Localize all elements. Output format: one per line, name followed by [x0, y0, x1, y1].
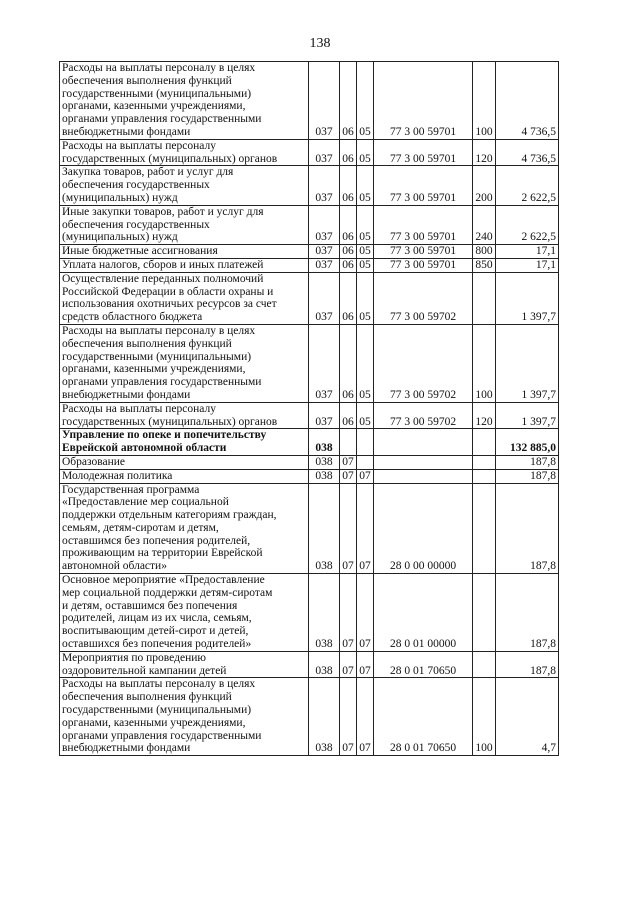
table-row [60, 483, 559, 574]
cell-subsection-code: 05 [357, 166, 374, 205]
item-name-line: Образование [62, 455, 126, 468]
cell-target-article-code [374, 469, 473, 483]
cell-expense-type-code: 120 [473, 139, 496, 166]
item-name-line: внебюджетными фондами [62, 742, 191, 755]
cell-section-code: 07 [340, 455, 357, 469]
cell-expense-type-code [473, 429, 496, 456]
cell-subsection-code: 05 [357, 402, 374, 429]
item-name-line: родителей, лицам из их числа, семьям, [62, 612, 252, 625]
cell-subsection-code: 07 [357, 678, 374, 756]
item-name-line: Осуществление переданных полномочий [62, 272, 264, 285]
cell-section-code [340, 429, 357, 456]
cell-amount: 187,8 [496, 651, 559, 678]
cell-target-article-code: 77 3 00 59701 [374, 258, 473, 272]
item-name-line: Расходы на выплаты персоналу в целях [62, 678, 256, 691]
item-name-line: Управление по опеке и попечительству [62, 429, 267, 442]
item-name-line: органами, казенными учреждениями, [62, 363, 246, 376]
item-name-line: внебюджетными фондами [62, 125, 191, 138]
cell-grbs-code: 038 [309, 651, 340, 678]
cell-section-code: 06 [340, 402, 357, 429]
cell-subsection-code [357, 429, 374, 456]
cell-target-article-code: 28 0 01 70650 [374, 678, 473, 756]
table-row [60, 651, 559, 678]
item-name-line: Иные бюджетные ассигнования [62, 245, 218, 258]
cell-expense-type-code [473, 455, 496, 469]
item-name-line: Иные закупки товаров, работ и услуг для [62, 205, 264, 218]
item-name-line: мер социальной поддержки детям-сиротам [62, 586, 273, 599]
cell-subsection-code: 07 [357, 574, 374, 652]
item-name-line: Российской Федерации в области охраны и [62, 285, 274, 298]
cell-target-article-code: 77 3 00 59701 [374, 166, 473, 205]
table-row [60, 258, 559, 272]
cell-amount: 17,1 [496, 258, 559, 272]
cell-expense-type-code: 240 [473, 205, 496, 244]
budget-table [59, 61, 559, 756]
page-number: 138 [309, 36, 331, 51]
item-name-line: семьям, детям-сиротам и детям, [62, 521, 219, 534]
cell-item-name [60, 324, 309, 402]
item-name-line: государственными (муниципальными) [62, 350, 252, 363]
cell-expense-type-code [473, 469, 496, 483]
cell-section-code: 07 [340, 469, 357, 483]
cell-item-name [60, 483, 309, 574]
cell-section-code: 06 [340, 139, 357, 166]
cell-item-name [60, 574, 309, 652]
cell-grbs-code: 037 [309, 139, 340, 166]
item-name-line: Молодежная политика [62, 469, 173, 482]
cell-amount: 4 736,5 [496, 139, 559, 166]
cell-subsection-code: 07 [357, 651, 374, 678]
cell-amount: 2 622,5 [496, 205, 559, 244]
cell-section-code: 07 [340, 574, 357, 652]
item-name-line: органами, казенными учреждениями, [62, 716, 246, 729]
cell-subsection-code: 05 [357, 324, 374, 402]
cell-expense-type-code: 100 [473, 678, 496, 756]
cell-subsection-code: 07 [357, 469, 374, 483]
cell-target-article-code: 77 3 00 59701 [374, 139, 473, 166]
cell-grbs-code: 037 [309, 402, 340, 429]
item-name-line: государственных (муниципальных) органов [62, 415, 278, 428]
item-name-line: обеспечения государственных [62, 179, 210, 192]
table-row [60, 324, 559, 402]
cell-item-name [60, 678, 309, 756]
item-name-line: органами управления государственными [62, 729, 262, 742]
cell-section-code: 07 [340, 483, 357, 574]
cell-item-name [60, 258, 309, 272]
cell-target-article-code: 28 0 01 70650 [374, 651, 473, 678]
table-row [60, 574, 559, 652]
item-name-line: Еврейской автономной области [62, 442, 227, 455]
cell-section-code: 06 [340, 166, 357, 205]
table-row [60, 429, 559, 456]
item-name-line: органами, казенными учреждениями, [62, 100, 246, 113]
table-body [60, 62, 559, 756]
cell-amount: 187,8 [496, 455, 559, 469]
cell-amount: 187,8 [496, 483, 559, 574]
cell-section-code: 06 [340, 205, 357, 244]
cell-amount: 1 397,7 [496, 402, 559, 429]
item-name-line: государственными (муниципальными) [62, 704, 252, 717]
table-row [60, 139, 559, 166]
item-name-line: Мероприятия по проведению [62, 651, 206, 664]
item-name-line: Расходы на выплаты персоналу в целях [62, 324, 256, 337]
cell-target-article-code: 28 0 01 00000 [374, 574, 473, 652]
cell-amount: 187,8 [496, 469, 559, 483]
item-name-line: органами управления государственными [62, 376, 262, 389]
cell-grbs-code: 038 [309, 678, 340, 756]
item-name-line: внебюджетными фондами [62, 388, 191, 401]
cell-section-code: 07 [340, 651, 357, 678]
cell-item-name [60, 166, 309, 205]
table-row [60, 469, 559, 483]
item-name-line: государственных (муниципальных) органов [62, 152, 278, 165]
cell-target-article-code: 28 0 00 00000 [374, 483, 473, 574]
cell-section-code: 06 [340, 324, 357, 402]
cell-grbs-code: 038 [309, 574, 340, 652]
cell-item-name [60, 62, 309, 140]
cell-expense-type-code [473, 574, 496, 652]
item-name-line: оздоровительной кампании детей [62, 664, 227, 677]
cell-amount: 4,7 [496, 678, 559, 756]
cell-subsection-code: 05 [357, 272, 374, 324]
cell-amount: 1 397,7 [496, 272, 559, 324]
item-name-line: оставшимся без попечения родителей, [62, 534, 251, 547]
item-name-line: и детям, оставшимся без попечения [62, 599, 238, 612]
cell-expense-type-code [473, 651, 496, 678]
cell-subsection-code: 07 [357, 483, 374, 574]
cell-subsection-code: 05 [357, 245, 374, 259]
cell-section-code: 06 [340, 62, 357, 140]
item-name-line: обеспечения выполнения функций [62, 691, 232, 704]
item-name-line: Расходы на выплаты персоналу в целях [62, 62, 256, 74]
cell-item-name [60, 245, 309, 259]
cell-grbs-code: 038 [309, 455, 340, 469]
table-row [60, 678, 559, 756]
cell-target-article-code: 77 3 00 59702 [374, 324, 473, 402]
cell-amount: 4 736,5 [496, 62, 559, 140]
cell-item-name [60, 469, 309, 483]
cell-expense-type-code: 850 [473, 258, 496, 272]
item-name-line: Государственная программа [62, 483, 200, 496]
table-row [60, 205, 559, 244]
table-row [60, 402, 559, 429]
cell-item-name [60, 205, 309, 244]
item-name-line: Закупка товаров, работ и услуг для [62, 166, 234, 179]
cell-expense-type-code: 100 [473, 62, 496, 140]
cell-expense-type-code: 100 [473, 324, 496, 402]
cell-subsection-code: 05 [357, 258, 374, 272]
table-row [60, 245, 559, 259]
item-name-line: обеспечения государственных [62, 218, 210, 231]
cell-section-code: 06 [340, 272, 357, 324]
cell-amount: 187,8 [496, 574, 559, 652]
cell-item-name [60, 402, 309, 429]
cell-subsection-code: 05 [357, 205, 374, 244]
cell-grbs-code: 037 [309, 272, 340, 324]
item-name-line: средств областного бюджета [62, 311, 203, 324]
cell-item-name [60, 139, 309, 166]
cell-grbs-code: 037 [309, 324, 340, 402]
table-row [60, 272, 559, 324]
cell-grbs-code: 038 [309, 429, 340, 456]
cell-expense-type-code [473, 272, 496, 324]
cell-target-article-code [374, 455, 473, 469]
item-name-line: воспитывающим детей-сирот и детей, [62, 625, 249, 638]
cell-amount: 2 622,5 [496, 166, 559, 205]
cell-section-code: 06 [340, 258, 357, 272]
cell-item-name [60, 455, 309, 469]
item-name-line: (муниципальных) нужд [62, 231, 178, 244]
cell-target-article-code: 77 3 00 59701 [374, 205, 473, 244]
cell-amount: 17,1 [496, 245, 559, 259]
cell-target-article-code: 77 3 00 59701 [374, 245, 473, 259]
item-name-line: автономной области» [62, 560, 167, 573]
cell-subsection-code: 05 [357, 62, 374, 140]
item-name-line: использования охотничьих ресурсов за счет [62, 298, 277, 311]
cell-grbs-code: 037 [309, 62, 340, 140]
item-name-line: Основное мероприятие «Предоставление [62, 574, 265, 587]
table-row [60, 455, 559, 469]
item-name-line: Расходы на выплаты персоналу [62, 402, 216, 415]
cell-target-article-code: 77 3 00 59702 [374, 402, 473, 429]
item-name-line: Уплата налогов, сборов и иных платежей [62, 258, 264, 271]
cell-target-article-code [374, 429, 473, 456]
cell-grbs-code: 037 [309, 205, 340, 244]
cell-grbs-code: 037 [309, 245, 340, 259]
item-name-line: оставшихся без попечения родителей» [62, 638, 252, 651]
cell-subsection-code: 05 [357, 139, 374, 166]
cell-expense-type-code [473, 483, 496, 574]
cell-target-article-code: 77 3 00 59702 [374, 272, 473, 324]
cell-amount: 1 397,7 [496, 324, 559, 402]
cell-amount: 132 885,0 [496, 429, 559, 456]
cell-item-name [60, 429, 309, 456]
table-row [60, 62, 559, 140]
cell-item-name [60, 651, 309, 678]
item-name-line: (муниципальных) нужд [62, 191, 178, 204]
cell-grbs-code: 037 [309, 166, 340, 205]
cell-expense-type-code: 120 [473, 402, 496, 429]
cell-grbs-code: 037 [309, 258, 340, 272]
cell-section-code: 06 [340, 245, 357, 259]
item-name-line: обеспечения выполнения функций [62, 74, 232, 87]
cell-expense-type-code: 200 [473, 166, 496, 205]
cell-expense-type-code: 800 [473, 245, 496, 259]
item-name-line: государственными (муниципальными) [62, 87, 252, 100]
cell-grbs-code: 038 [309, 483, 340, 574]
cell-item-name [60, 272, 309, 324]
cell-target-article-code: 77 3 00 59701 [374, 62, 473, 140]
item-name-line: поддержки отдельным категориям граждан, [62, 509, 277, 522]
item-name-line: органами управления государственными [62, 113, 262, 126]
item-name-line: обеспечения выполнения функций [62, 337, 232, 350]
cell-section-code: 07 [340, 678, 357, 756]
item-name-line: проживающим на территории Еврейской [62, 547, 263, 560]
item-name-line: «Предоставление мер социальной [62, 496, 229, 509]
cell-subsection-code [357, 455, 374, 469]
item-name-line: Расходы на выплаты персоналу [62, 139, 216, 152]
table-row [60, 166, 559, 205]
cell-grbs-code: 038 [309, 469, 340, 483]
